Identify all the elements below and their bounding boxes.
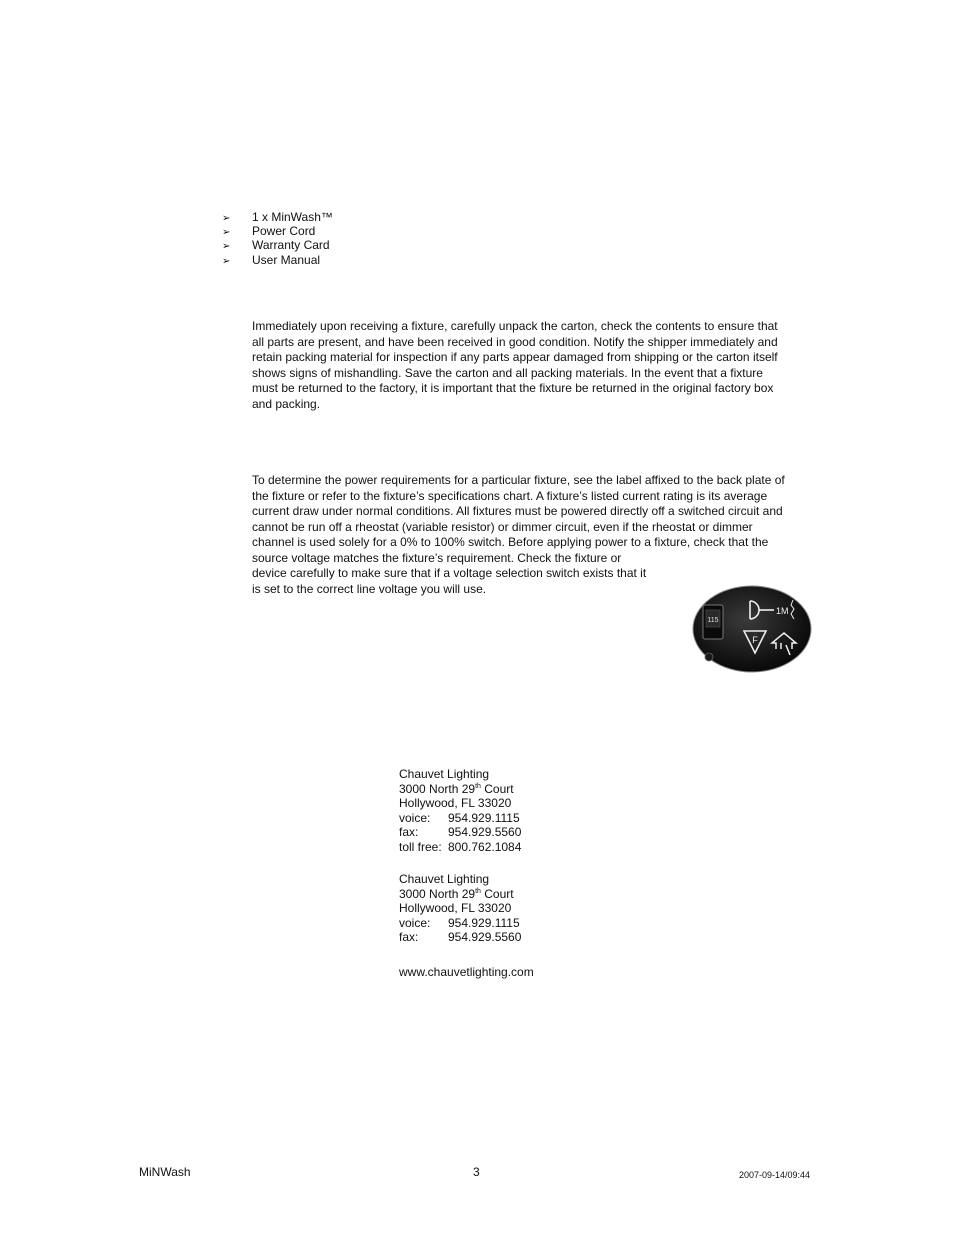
arrow-bullet-icon: ➢ [222,255,231,267]
arrow-bullet-icon: ➢ [222,213,231,224]
footer-page-number: 3 [473,1165,480,1179]
list-item: ➢ User Manual [222,253,333,267]
website-link[interactable]: www.chauvetlighting.com [399,965,534,979]
paragraph-line: and packing. [252,396,321,411]
panel-illustration [692,585,812,673]
company-name: Chauvet Lighting [399,767,490,781]
paragraph-line: source voltage matches the fixture’s requirement. Check the fixture or [252,550,622,565]
footer-timestamp: 2007-09-14/09:44 [739,1170,811,1180]
list-item: ➢ Warranty Card [222,238,333,252]
arrow-bullet-icon: ➢ [222,241,231,253]
distance-label: 1M [776,606,789,616]
arrow-bullet-icon: ➢ [222,227,231,239]
voice-line: voice: 954.929.1115 [399,810,520,825]
paragraph-line: Immediately upon receiving a fixture, carefully unpack the carton, check the contents to ensure that [252,319,778,333]
paragraph-line: cannot be run off a rheostat (variable resistor) or dimmer circuit, even if the rheostat or dimmer [252,519,753,534]
contents-list [222,210,333,267]
paragraph-line: device carefully to make sure that if a voltage selection switch exists that it [252,566,647,580]
f-label: F [752,635,758,645]
voltage-switch-panel-image [692,585,812,673]
paragraph-line: the fixture or refer to the fixture’s specifications chart. A fixture’s listed current rating is its average [252,488,768,503]
contact-block-2 [399,872,521,945]
fax-line: fax: 954.929.5560 [399,930,522,945]
paragraph-line: current draw under normal conditions. All fixtures must be powered directly off a switched circuit and [252,504,783,518]
city-address: Hollywood, FL 33020 [399,796,512,811]
paragraph-line: all parts are present, and have been received in good condition. Notify the shipper immediately and [252,334,778,349]
paragraph-line: retain packing material for inspection if any parts appear damaged from shipping or the carton itself [252,350,778,364]
company-name: Chauvet Lighting [399,872,490,886]
fax-line: fax: 954.929.5560 [399,825,522,840]
street-address: 3000 North 29th Court [399,781,514,796]
unpacking-paragraph [252,319,812,412]
power-paragraph [252,473,812,597]
paragraph-line: must be returned to the factory, it is important that the fixture be returned in the original factory box [252,381,774,395]
tollfree-line: toll free: 800.762.1084 [399,839,522,854]
screw-icon [705,653,713,661]
footer-product-name: MiNWash [139,1165,191,1179]
paragraph-line: shows signs of mishandling. Save the carton and all packing materials. In the event that a fixture [252,365,763,380]
list-item: ➢ Power Cord [222,224,333,238]
voice-line: voice: 954.929.1115 [399,915,520,930]
list-item: ➢ 1 x MinWash™ [222,210,333,224]
paragraph-line: channel is used solely for a 0% to 100% switch. Before applying power to a fixture, check that the [252,535,769,549]
street-address: 3000 North 29th Court [399,886,514,901]
switch-voltage-label: 115 [707,617,719,624]
city-address: Hollywood, FL 33020 [399,901,512,916]
paragraph-line: is set to the correct line voltage you will use. [252,581,487,596]
voltage-selector-switch-icon [703,605,723,639]
paragraph-line: To determine the power requirements for a particular fixture, see the label affixed to the back plate of [252,473,785,487]
contact-block-1 [399,767,521,855]
